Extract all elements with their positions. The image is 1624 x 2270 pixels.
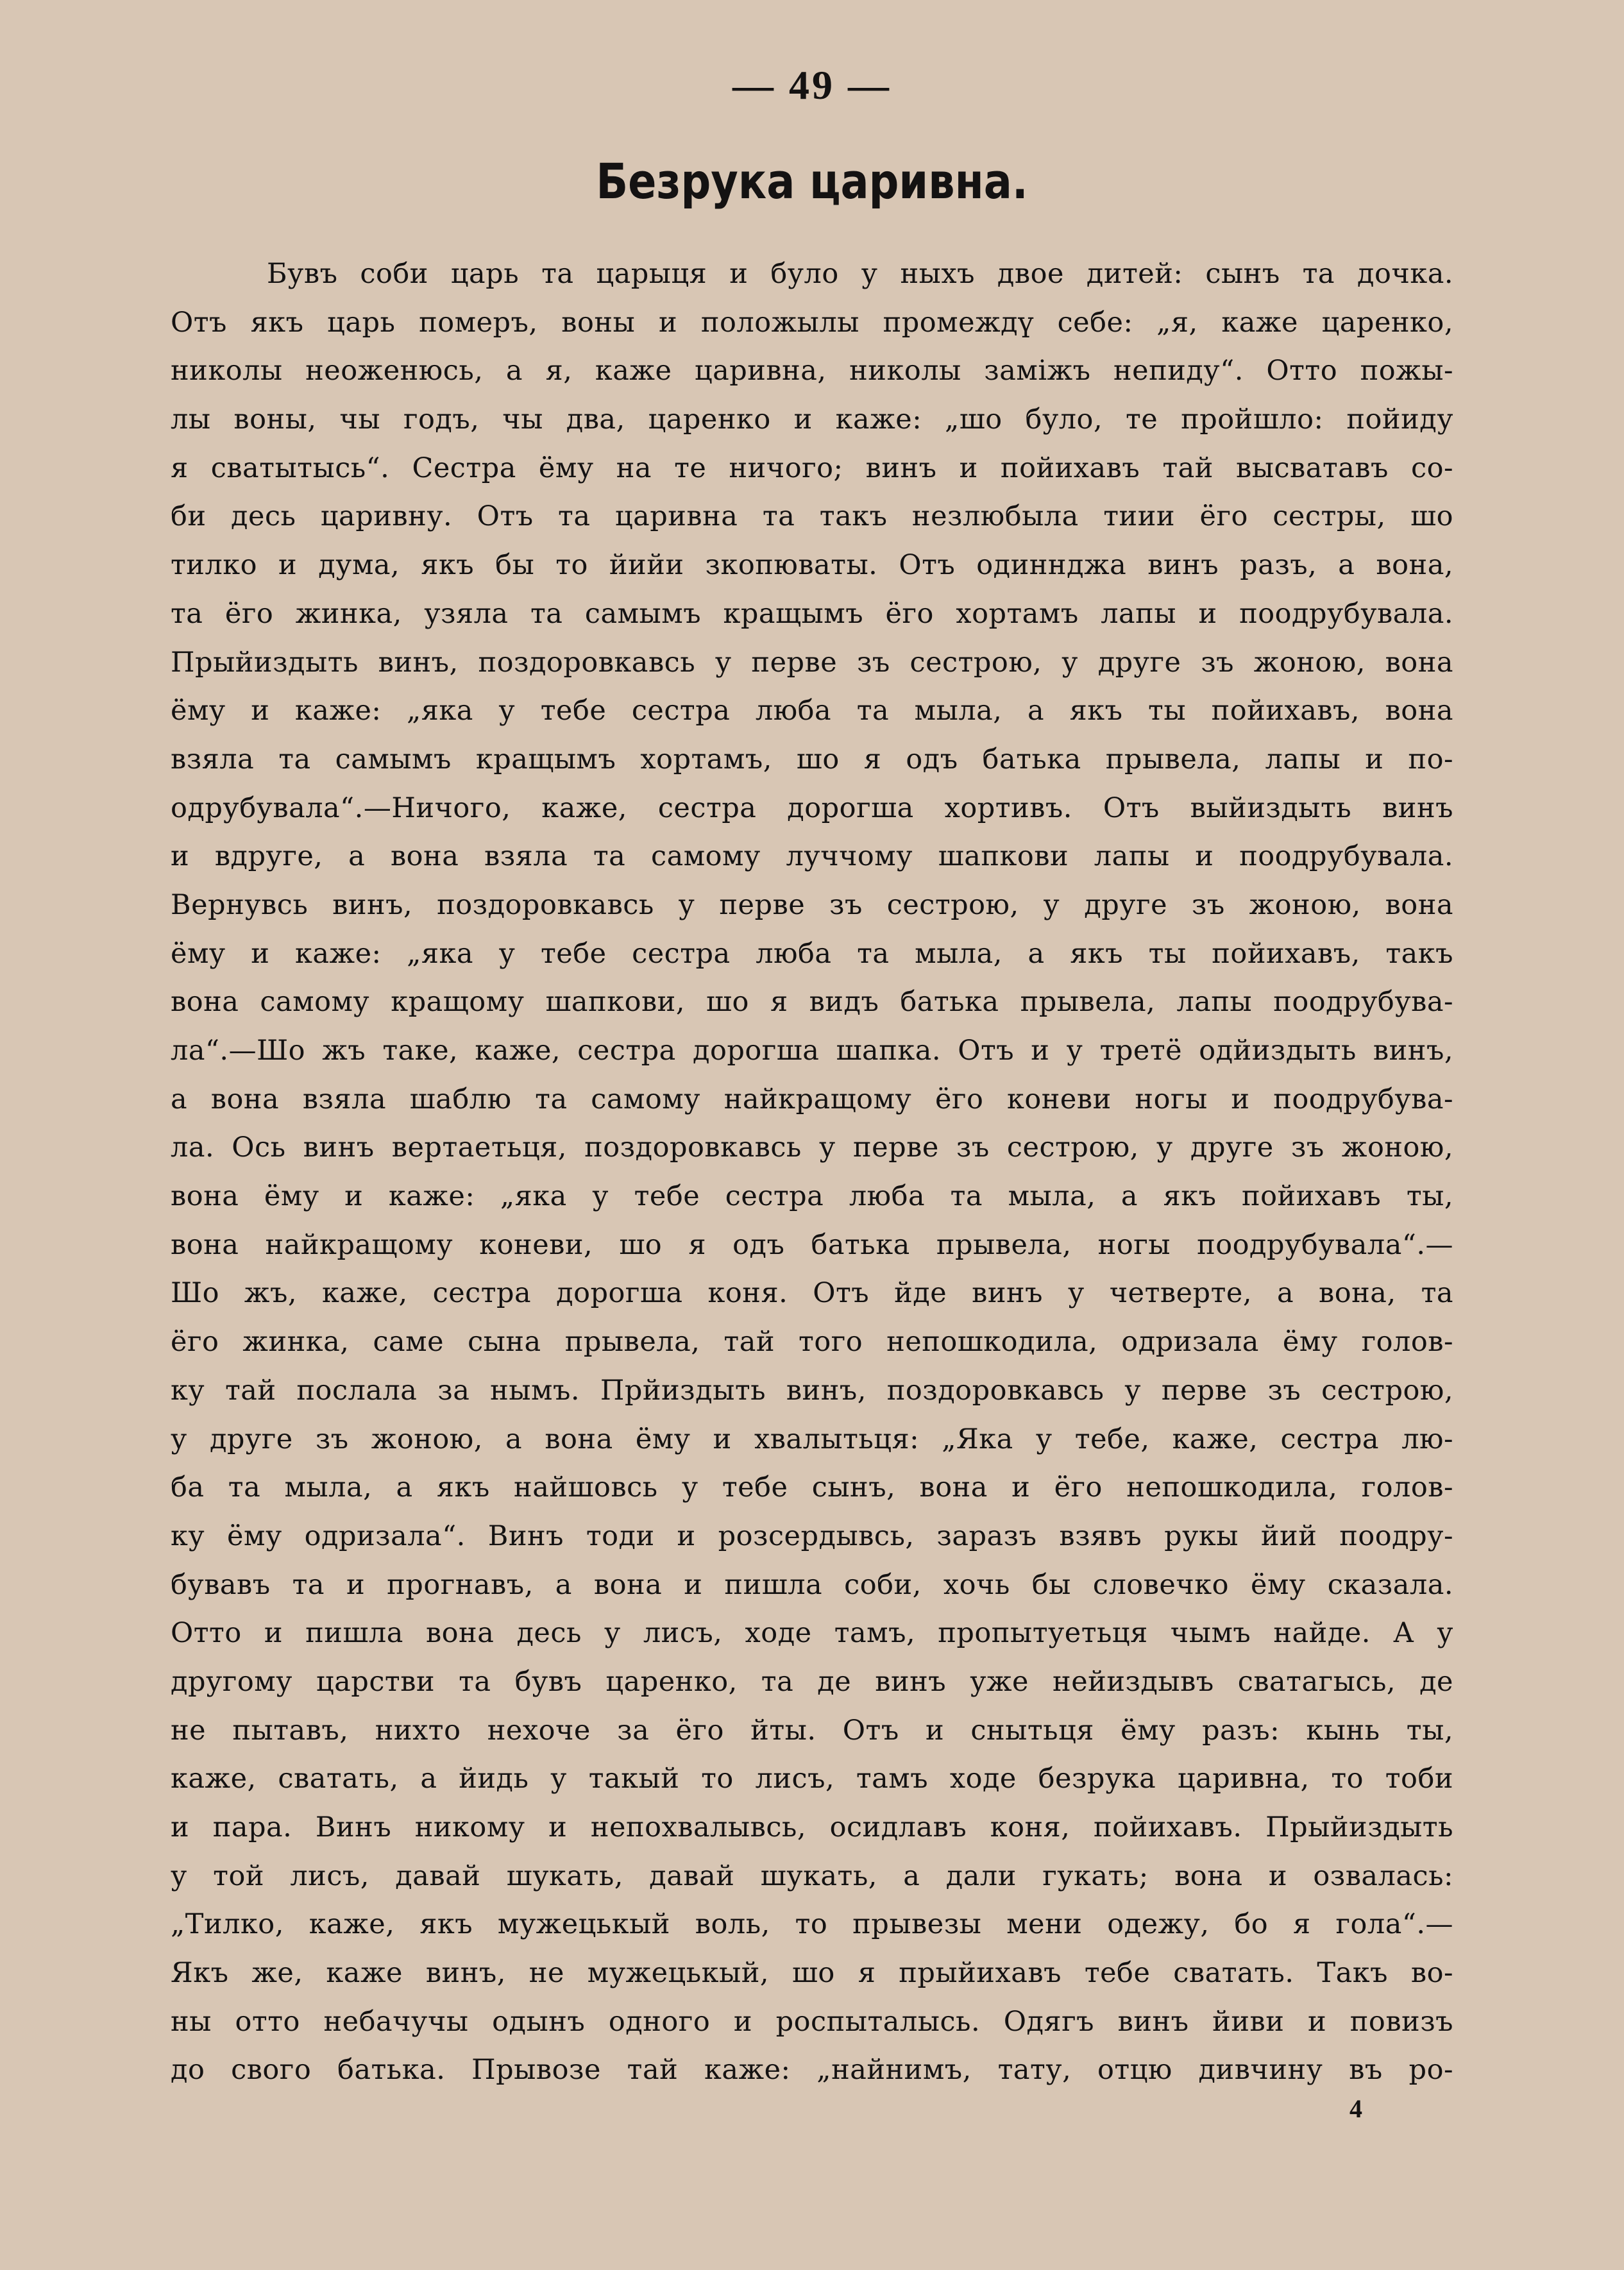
text-line: взяла та самымъ кращымъ хортамъ, шо я одъ батька прывела, лапы и по- <box>171 743 1453 775</box>
text-line: ёго жинка, саме сына прывела, тай того непошкодила, одризала ёму голов- <box>171 1326 1453 1359</box>
text-line: вона найкращому коневи, шо я одъ батька прывела, ногы поодрубувала“.— <box>171 1228 1453 1261</box>
text-line: у той лисъ, давай шукать, давай шукать, а дали гукать; вона и озвалась: <box>171 1859 1453 1892</box>
page-title: Безрука царивна. <box>596 153 1028 210</box>
text-line: другому царстви та бувъ царенко, та де винъ уже нейиздывъ сватагысь, де <box>171 1665 1453 1698</box>
text-line: николы неоженюсь, а я, каже царивна, николы заміжъ непиду“. Отто пожы- <box>171 355 1453 387</box>
text-line: ку тай послала за нымъ. Прйиздыть винъ, поздоровкавсь у перве зъ сестрою, <box>171 1374 1453 1407</box>
text-line: тилко и дума, якъ бы то йийи зкопюваты. Отъ одиннджа винъ разъ, а вона, <box>171 549 1453 582</box>
text-line: и пара. Винъ никому и непохвалывсь, осидлавъ коня, пойихавъ. Прыйиздыть <box>171 1811 1453 1843</box>
text-line: Отто и пишла вона десь у лисъ, ходе тамъ, пропытуетьця чымъ найде. А у <box>171 1617 1453 1650</box>
text-line: Прыйиздыть винъ, поздоровкавсь у перве зъ сестрою, у друге зъ жоною, вона <box>171 646 1453 679</box>
page-number: — 49 — <box>732 62 892 108</box>
text-line: и вдруге, а вона взяла та самому луччому шапкови лапы и поодрубувала. <box>171 840 1453 873</box>
text-line: ку ёму одризала“. Винъ тоди и розсердывсь, заразъ взявъ рукы йий поодру- <box>171 1520 1453 1552</box>
text-line: би десь царивну. Отъ та царивна та такъ незлюбыла тиии ёго сестры, шо <box>171 500 1453 533</box>
signature-mark: 4 <box>1349 2094 1362 2123</box>
text-line: ба та мыла, а якъ найшовсь у тебе сынъ, вона и ёго непошкодила, голов- <box>171 1471 1453 1504</box>
text-line: Вернувсь винъ, поздоровкавсь у перве зъ сестрою, у друге зъ жоною, вона <box>171 888 1453 921</box>
text-line: ёму и каже: „яка у тебе сестра люба та мыла, а якъ ты пойихавъ, такъ <box>171 937 1453 970</box>
text-line: та ёго жинка, узяла та самымъ кращымъ ёго хортамъ лапы и поодрубувала. <box>171 597 1453 630</box>
text-line: бувавъ та и прогнавъ, а вона и пишла соби, хочь бы словечко ёму сказала. <box>171 1568 1453 1601</box>
text-line: „Тилко, каже, якъ мужецькый воль, то прывезы мени одежу, бо я гола“.— <box>171 1908 1453 1941</box>
text-line: ла. Ось винъ вертаетьця, поздоровкавсь у перве зъ сестрою, у друге зъ жоною, <box>171 1131 1453 1164</box>
text-line: лы воны, чы годъ, чы два, царенко и каже: „шо було, те пройшло: пойиду <box>171 403 1453 436</box>
text-line: ла“.—Шо жъ таке, каже, сестра дорогша шапка. Отъ и у третё одйиздыть винъ, <box>171 1035 1453 1067</box>
text-line: а вона взяла шаблю та самому найкращому ёго коневи ногы и поодрубува- <box>171 1083 1453 1115</box>
text-line: Отъ якъ царь померъ, воны и положылы промеждү себе: „я, каже царенко, <box>171 306 1453 339</box>
story-text <box>171 250 1453 2095</box>
text-line: Якъ же, каже винъ, не мужецькый, шо я прыйихавъ тебе сватать. Такъ во- <box>171 1957 1453 1990</box>
text-line: до свого батька. Прывозе тай каже: „найнимъ, тату, отцю дивчину въ ро- <box>171 2054 1453 2087</box>
text-line: ны отто небачучы одынъ одного и роспыталысь. Одягъ винъ йиви и повизъ <box>171 2005 1453 2038</box>
text-line: одрубувала“.—Ничого, каже, сестра дорогша хортивъ. Отъ выйиздыть винъ <box>171 792 1453 824</box>
text-line: вона самому кращому шапкови, шо я видъ батька прывела, лапы поодрубува- <box>171 986 1453 1019</box>
text-line: не пытавъ, нихто нехоче за ёго йты. Отъ и снытьця ёму разъ: кынь ты, <box>171 1714 1453 1747</box>
text-line: ёму и каже: „яка у тебе сестра люба та мыла, а якъ ты пойихавъ, вона <box>171 695 1453 727</box>
text-line: у друге зъ жоною, а вона ёму и хвалытьця: „Яка у тебе, каже, сестра лю- <box>171 1423 1453 1455</box>
text-line: Шо жъ, каже, сестра дорогша коня. Отъ йде винъ у четверте, а вона, та <box>171 1277 1453 1310</box>
text-line: каже, сватать, а йидь у такый то лисъ, тамъ ходе безрука царивна, то тоби <box>171 1763 1453 1795</box>
text-line: вона ёму и каже: „яка у тебе сестра люба та мыла, а якъ пойихавъ ты, <box>171 1180 1453 1213</box>
text-line: Бувъ соби царь та царыця и було у ныхъ двое дитей: сынъ та дочка. <box>267 258 1453 290</box>
text-line: я сватытысь“. Сестра ёму на те ничого; винъ и пойихавъ тай высватавъ со- <box>171 452 1453 484</box>
